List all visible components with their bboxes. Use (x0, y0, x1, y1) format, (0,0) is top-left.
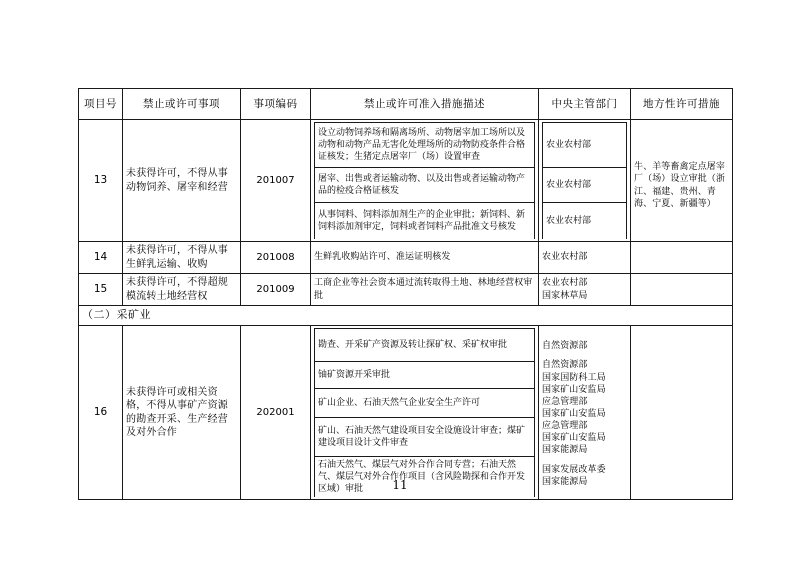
table-row (79, 120, 733, 242)
central-department: 国家林草局 (542, 290, 588, 301)
row-code: 201009 (241, 274, 311, 306)
row-central-group (539, 120, 631, 242)
central-department: 国家矿山安监局 (542, 433, 606, 444)
central-department: 农业农村部 (543, 203, 627, 240)
row-local-measure (631, 242, 733, 274)
table-row (79, 274, 733, 306)
row-description: 生鲜乳收购站许可、准运证明核发 (311, 242, 539, 274)
header-central-department: 中央主管部门 (539, 89, 631, 120)
row-code: 201007 (241, 120, 311, 242)
description-line: 勘查、开采矿产资源及转让探矿权、采矿权审批 (315, 328, 535, 361)
description-line: 矿山企业、石油天然气企业安全生产许可 (315, 388, 535, 417)
row-local-measure: 牛、羊等畜禽定点屠宰厂（场）设立审批（浙江、福建、贵州、青海、宁夏、新疆等） (631, 120, 733, 242)
row-item-name: 未获得许可，不得超规模流转土地经营权 (123, 274, 241, 306)
central-department: 国家发展改革委 (542, 464, 606, 475)
row-project-no: 15 (79, 274, 123, 306)
row-project-no: 14 (79, 242, 123, 274)
row-code: 201008 (241, 242, 311, 274)
row-central-group (539, 325, 631, 499)
central-department: 农业农村部 (543, 123, 627, 168)
row-description-group (311, 325, 539, 499)
table-header-row (79, 89, 733, 120)
row-local-measure (631, 274, 733, 306)
header-description: 禁止或许可准入措施描述 (311, 89, 539, 120)
central-department: 自然资源部 (542, 360, 588, 371)
header-code: 事项编码 (241, 89, 311, 120)
row-code: 202001 (241, 325, 311, 499)
row-project-no: 16 (79, 325, 123, 499)
description-line: 屠宰、出售或者运输动物、以及出售或者运输动物产品的检疫合格证核发 (315, 168, 535, 203)
description-line: 石油天然气、煤层气对外合作合同专营；石油天然气、煤层气对外合作作项目（含风险勘探和合作开发区域）审批 (315, 456, 535, 497)
row-description-group (311, 120, 539, 242)
header-project-no: 项目号 (79, 89, 123, 120)
row-item-name: 未获得许可或相关资格，不得从事矿产资源的勘查开采、生产经营及对外合作 (123, 325, 241, 499)
central-department: 国家能源局 (542, 476, 588, 487)
header-local-measures: 地方性许可措施 (631, 89, 733, 120)
row-local-measure (631, 325, 733, 499)
header-item: 禁止或许可事项 (123, 89, 241, 120)
row-project-no: 13 (79, 120, 123, 242)
row-description: 工商企业等社会资本通过流转取得土地、林地经营权审批 (311, 274, 539, 306)
central-department: 农业农村部 (543, 168, 627, 203)
description-line: 设立动物饲养场和隔离场所、动物屠宰加工场所以及动物和动物产品无害化处理场所的动物防疫条件合格证核发；生猪定点屠宰厂（场）设置审查 (315, 123, 535, 168)
regulation-table (78, 88, 733, 500)
row-central-department: 农业农村部 (539, 242, 631, 274)
central-department: 农业农村部 (542, 278, 588, 289)
central-department: 国家国防科工局 (542, 372, 606, 383)
row-central-group (539, 274, 631, 306)
central-department: 国家能源局 (542, 445, 588, 456)
central-department: 应急管理部 (542, 396, 588, 407)
table-row (79, 242, 733, 274)
row-item-name: 未获得许可，不得从事动物饲养、屠宰和经营 (123, 120, 241, 242)
central-department: 应急管理部 (542, 421, 588, 432)
description-line: 铀矿资源开采审批 (315, 361, 535, 388)
description-line: 从事饲料、饲料添加剂生产的企业审批；新饲料、新饲料添加剂审定，饲料或者饲料产品批准文号核发 (315, 203, 535, 240)
section-heading: （二）采矿业 (79, 306, 733, 326)
description-line: 矿山、石油天然气建设项目安全设施设计审查；煤矿建设项目设计文件审查 (315, 417, 535, 456)
central-department: 自然资源部 (542, 341, 588, 352)
row-item-name: 未获得许可，不得从事生鲜乳运输、收购 (123, 242, 241, 274)
central-department: 国家矿山安监局 (542, 384, 606, 395)
central-department: 国家矿山安监局 (542, 408, 606, 419)
page-number: 11 (392, 478, 408, 492)
section-heading-row (79, 306, 733, 326)
table-row (79, 325, 733, 499)
